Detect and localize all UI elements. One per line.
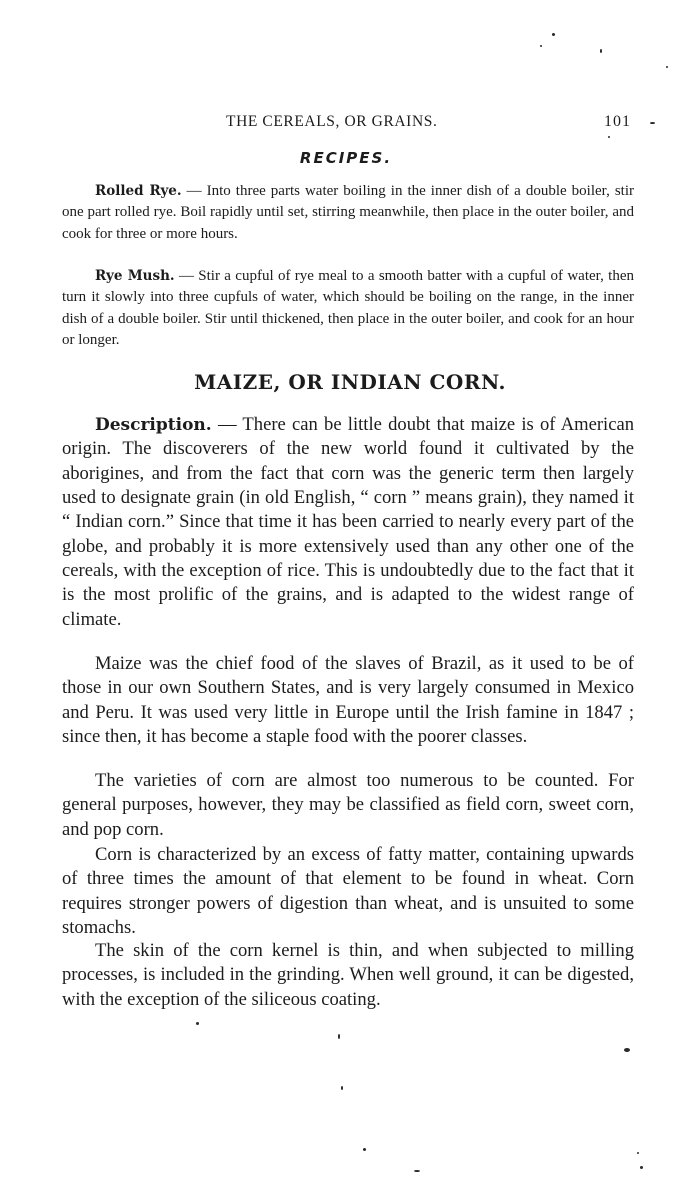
scan-speck	[414, 1170, 420, 1172]
section-title: MAIZE, OR INDIAN CORN.	[194, 370, 506, 394]
description-label: Description.	[95, 415, 212, 435]
recipes-heading: RECIPES.	[299, 149, 393, 167]
recipe-name: Rolled Rye.	[95, 183, 182, 199]
description-paragraph	[62, 413, 634, 632]
body-paragraph: The skin of the corn kernel is thin, and when subjected to milling processes, is included in the grinding. When well ground, it can be digested, with the exception of the siliceous coating.	[62, 940, 634, 1010]
page-number: 101	[604, 113, 631, 130]
scan-speck	[552, 33, 555, 36]
body-paragraph: The varieties of corn are almost too numerous to be counted. For general purposes, however, they may be classified as field corn, sweet corn, and pop corn.	[62, 770, 634, 840]
scan-speck	[196, 1022, 199, 1025]
recipe-text: — Stir a cupful of rye meal to a smooth batter with a cupful of water, then turn it slowly into three cupfuls of water, which should be boiling on the range, in the inner dish of a double boiler. Stir until thickened, then place in the outer boiler, and cook for an hour or longer.	[62, 268, 634, 349]
description-text: — There can be little doubt that maize is of American origin. The discoverers of the new world found it cultivated by the aborigines, and from the fact that corn was the generic term then largely used to designate grain (in old English, “ corn ” means grain), they named it “ Indian corn.” Since that time it has been carried to nearly every part of the globe, and probably it is more extensively used than any other one of the cereals, with the exception of rice. This is undoubtedly due to the fact that it is the most prolific of the grains, and is adapted to the widest range of climate.	[62, 414, 634, 630]
scan-speck	[637, 1152, 639, 1154]
scan-speck	[624, 1048, 630, 1052]
scan-speck	[363, 1148, 366, 1151]
scan-speck	[600, 49, 602, 53]
scan-speck	[640, 1166, 643, 1169]
scan-speck	[650, 122, 655, 124]
scan-speck	[540, 45, 542, 47]
running-head	[0, 113, 700, 135]
scan-speck	[608, 136, 610, 138]
scan-speck	[341, 1086, 343, 1090]
body-paragraph: Corn is characterized by an excess of fatty matter, containing upwards of three times the amount of that element to be found in wheat. Corn requires stronger powers of digestion than wheat, and is unsuited to some stomachs.	[62, 844, 634, 939]
recipe-text: — Into three parts water boiling in the inner dish of a double boiler, stir one part rolled rye. Boil rapidly until set, stirring meanwhile, then place in the outer boiler, and cook for three or more hours.	[62, 183, 634, 242]
recipe-rolled-rye	[62, 181, 634, 245]
body-paragraph: Maize was the chief food of the slaves of Brazil, as it used to be of those in our own Southern States, and is very largely consumed in Mexico and Peru. It was used very little in Europe until the Irish famine in 1847 ; since then, it has become a staple food with the poorer classes.	[62, 653, 634, 748]
recipe-rye-mush	[62, 266, 634, 352]
scan-speck	[666, 66, 668, 68]
scan-speck	[338, 1034, 340, 1039]
recipe-name: Rye Mush.	[95, 268, 175, 284]
running-title: THE CEREALS, OR GRAINS.	[226, 113, 438, 130]
